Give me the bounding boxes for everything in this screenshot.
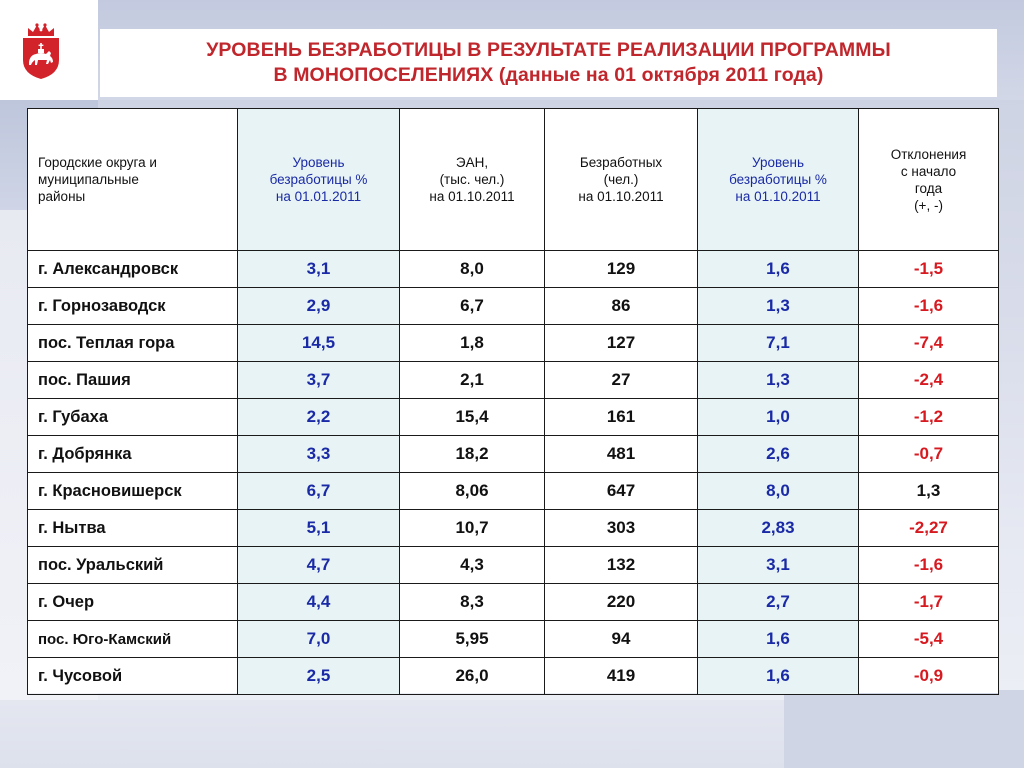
unemployed-cell: 132 xyxy=(545,547,698,584)
unemployment-jan-cell: 5,1 xyxy=(238,510,400,547)
column-header-ean: ЭАН, (тыс. чел.) на 01.10.2011 xyxy=(400,109,545,251)
table-row xyxy=(28,399,999,436)
table-row xyxy=(28,510,999,547)
table-row xyxy=(28,288,999,325)
ean-cell: 8,0 xyxy=(400,251,545,288)
ean-cell: 8,3 xyxy=(400,584,545,621)
ean-cell: 26,0 xyxy=(400,658,545,695)
ean-cell: 18,2 xyxy=(400,436,545,473)
unemployment-jan-cell: 4,7 xyxy=(238,547,400,584)
column-header-deviation: Отклонения с начало года (+, -) xyxy=(859,109,999,251)
district-name-cell: г. Очер xyxy=(28,584,238,621)
ean-cell: 10,7 xyxy=(400,510,545,547)
deviation-cell: -1,6 xyxy=(859,547,999,584)
unemployment-jan-cell: 3,1 xyxy=(238,251,400,288)
district-name-cell: г. Губаха xyxy=(28,399,238,436)
unemployment-jan-cell: 14,5 xyxy=(238,325,400,362)
column-header-unemployment-oct: Уровень безработицы % на 01.10.2011 xyxy=(698,109,859,251)
unemployment-oct-cell: 1,0 xyxy=(698,399,859,436)
deviation-cell: -2,4 xyxy=(859,362,999,399)
unemployed-cell: 27 xyxy=(545,362,698,399)
ean-cell: 1,8 xyxy=(400,325,545,362)
deviation-cell: 1,3 xyxy=(859,473,999,510)
district-name-cell: пос. Пашия xyxy=(28,362,238,399)
perm-krai-coat-of-arms-icon xyxy=(20,22,62,80)
unemployment-jan-cell: 4,4 xyxy=(238,584,400,621)
deviation-cell: -1,5 xyxy=(859,251,999,288)
column-header-unemployed: Безработных (чел.) на 01.10.2011 xyxy=(545,109,698,251)
unemployed-cell: 481 xyxy=(545,436,698,473)
title-line-1: УРОВЕНЬ БЕЗРАБОТИЦЫ В РЕЗУЛЬТАТЕ РЕАЛИЗАЦИИ ПРОГРАММЫ xyxy=(206,39,891,61)
deviation-cell: -7,4 xyxy=(859,325,999,362)
district-name-cell: пос. Уральский xyxy=(28,547,238,584)
column-header-district: Городские округа и муниципальные районы xyxy=(28,109,238,251)
unemployed-cell: 419 xyxy=(545,658,698,695)
table-header-row xyxy=(28,109,999,251)
table-row xyxy=(28,621,999,658)
ean-cell: 4,3 xyxy=(400,547,545,584)
unemployment-jan-cell: 7,0 xyxy=(238,621,400,658)
unemployment-oct-cell: 1,3 xyxy=(698,288,859,325)
table-body xyxy=(28,251,999,695)
unemployment-jan-cell: 3,3 xyxy=(238,436,400,473)
district-name-cell: г. Добрянка xyxy=(28,436,238,473)
data-table xyxy=(27,108,999,695)
unemployment-jan-cell: 6,7 xyxy=(238,473,400,510)
unemployment-oct-cell: 7,1 xyxy=(698,325,859,362)
deviation-cell: -0,7 xyxy=(859,436,999,473)
deviation-cell: -2,27 xyxy=(859,510,999,547)
ean-cell: 2,1 xyxy=(400,362,545,399)
background-panel xyxy=(784,690,1024,768)
unemployment-oct-cell: 2,7 xyxy=(698,584,859,621)
ean-cell: 8,06 xyxy=(400,473,545,510)
unemployment-oct-cell: 2,6 xyxy=(698,436,859,473)
unemployed-cell: 129 xyxy=(545,251,698,288)
unemployment-table xyxy=(27,108,998,693)
unemployed-cell: 86 xyxy=(545,288,698,325)
deviation-cell: -1,2 xyxy=(859,399,999,436)
district-name-cell: г. Красновишерск xyxy=(28,473,238,510)
unemployment-jan-cell: 2,2 xyxy=(238,399,400,436)
district-name-cell: пос. Теплая гора xyxy=(28,325,238,362)
unemployment-oct-cell: 1,6 xyxy=(698,251,859,288)
district-name-cell: г. Александровск xyxy=(28,251,238,288)
table-row xyxy=(28,658,999,695)
district-name-cell: г. Чусовой xyxy=(28,658,238,695)
slide-title xyxy=(100,29,997,97)
district-name-cell: г. Горнозаводск xyxy=(28,288,238,325)
table-row xyxy=(28,325,999,362)
ean-cell: 5,95 xyxy=(400,621,545,658)
deviation-cell: -5,4 xyxy=(859,621,999,658)
column-header-unemployment-jan: Уровень безработицы % на 01.01.2011 xyxy=(238,109,400,251)
district-name-cell: г. Нытва xyxy=(28,510,238,547)
unemployment-oct-cell: 1,6 xyxy=(698,621,859,658)
unemployment-jan-cell: 2,9 xyxy=(238,288,400,325)
table-row xyxy=(28,473,999,510)
unemployment-oct-cell: 3,1 xyxy=(698,547,859,584)
table-row xyxy=(28,362,999,399)
unemployment-oct-cell: 2,83 xyxy=(698,510,859,547)
deviation-cell: -0,9 xyxy=(859,658,999,695)
unemployed-cell: 303 xyxy=(545,510,698,547)
table-row xyxy=(28,436,999,473)
deviation-cell: -1,6 xyxy=(859,288,999,325)
unemployment-oct-cell: 1,6 xyxy=(698,658,859,695)
table-row xyxy=(28,584,999,621)
ean-cell: 6,7 xyxy=(400,288,545,325)
unemployment-jan-cell: 3,7 xyxy=(238,362,400,399)
unemployment-oct-cell: 8,0 xyxy=(698,473,859,510)
unemployed-cell: 220 xyxy=(545,584,698,621)
unemployed-cell: 94 xyxy=(545,621,698,658)
table-row xyxy=(28,251,999,288)
title-line-2: В МОНОПОСЕЛЕНИЯХ (данные на 01 октября 2011 года) xyxy=(273,64,824,86)
deviation-cell: -1,7 xyxy=(859,584,999,621)
district-name-cell: пос. Юго-Камский xyxy=(28,621,238,658)
unemployed-cell: 161 xyxy=(545,399,698,436)
ean-cell: 15,4 xyxy=(400,399,545,436)
unemployed-cell: 127 xyxy=(545,325,698,362)
unemployment-oct-cell: 1,3 xyxy=(698,362,859,399)
unemployment-jan-cell: 2,5 xyxy=(238,658,400,695)
unemployed-cell: 647 xyxy=(545,473,698,510)
table-row xyxy=(28,547,999,584)
